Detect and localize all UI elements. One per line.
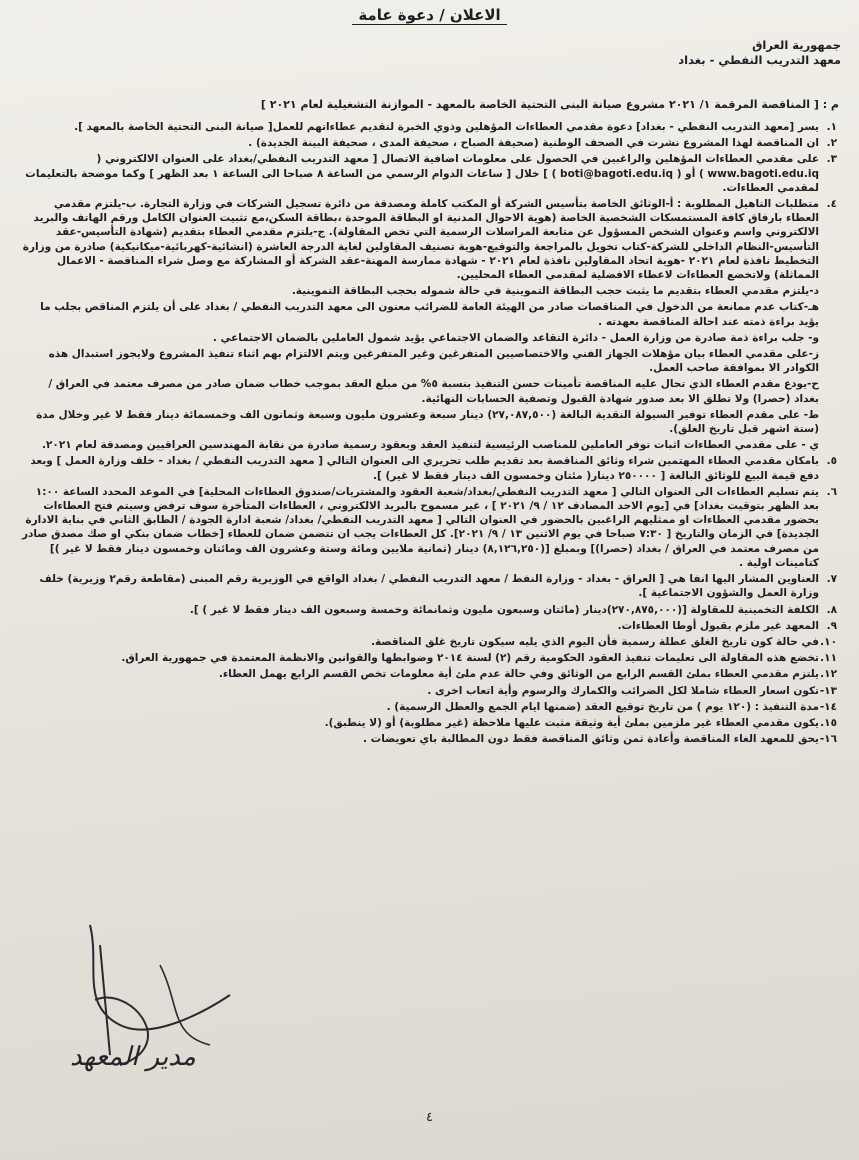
tender-item bbox=[22, 300, 837, 328]
tender-item bbox=[22, 331, 837, 345]
tender-item bbox=[22, 284, 837, 298]
tender-item bbox=[22, 347, 837, 375]
item-text: ز-على مقدمي العطاء بيان مؤهلات الجهاز الفني والاختصاصيين المتفرغين وغير المتفرغين ويتم الالتزام بهم اثناء تنفيذ المشروع ولايجوز استبدال هذه الكوادر الا بموافقة صاحب العمل. bbox=[48, 348, 819, 375]
institute-line: معهد التدريب النفطي - بغداد bbox=[678, 53, 841, 67]
tender-item bbox=[22, 485, 837, 570]
item-text: يتم تسليم العطاءات الى العنوان التالي [ معهد التدريب النفطي/بغداد/شعبة العقود والمشتريات/صندوق العطاءات المحلية] في الموعد المحدد الساعة ١:٠٠ بعد الظهر بتوقيت بغداد] في [يوم الاحد المصادف ١٢ / ٩/ ٢٠٢١ ] ، غير مسموح بالبريد الالكتروني ، العطاءات المتأخرة سوف ترفض وسيتم فتح العطاءات بحضور مقدمي العطاءات او ممثليهم الراغبين بالحضور في العنوان التالي [ معهد التدريب النفطي/ بغداد/ شعبة ادارة الجودة / الطابق الثاني في بناية الادارة الجديدة] في الزمان والتاريخ [ ٧:٣٠ صباحا في يوم الاثنين ١٣ / ٩/ ٢٠٢١]. كل العطاءات يجب ان تتضمن ضمان للعطاء [خطاب ضمان بنكي او صك مصدق صادر من مصرف معتمد في العراق / بغداد (حصرا)] وبمبلغ [(٨,١٢٦,٢٥٠) دينار (ثمانية ملايين ومائة وستة وعشرون الف ومائتان وخمسون دينار فقط لا غير )] كتامينات اولية . bbox=[22, 485, 819, 569]
item-text: مدة التنفيذ : (١٢٠ يوم ) من تاريخ توقيع العقد (ضمنها ايام الجمع والعطل الرسمية) . bbox=[386, 700, 819, 713]
tender-item bbox=[22, 454, 837, 482]
tender-item bbox=[22, 136, 837, 150]
item-text: يحق للمعهد الغاء المناقصة وأعادة ثمن وثائق المناقصة فقط دون المطالبة باي تعويضات . bbox=[363, 733, 819, 746]
tender-item bbox=[22, 120, 837, 134]
tender-item bbox=[22, 635, 837, 649]
item-number bbox=[819, 284, 837, 298]
tender-item bbox=[22, 572, 837, 600]
item-text: د-يلتزم مقدمي العطاء بتقديم ما يثبت حجب البطاقة التموينية في حالة شموله بحجب البطاقة التموينية. bbox=[291, 285, 819, 298]
item-number: ١٠. bbox=[820, 635, 837, 648]
tender-item bbox=[22, 667, 837, 681]
item-text: المعهد غير ملزم بقبول أوطا العطاءات. bbox=[617, 619, 819, 632]
item-number bbox=[819, 300, 837, 328]
item-number: ١٦- bbox=[819, 733, 837, 746]
item-number bbox=[819, 438, 837, 452]
tender-item bbox=[22, 197, 837, 282]
item-number: ١٥. bbox=[820, 716, 837, 729]
tender-item bbox=[22, 438, 837, 452]
tender-item bbox=[22, 716, 837, 730]
tender-item bbox=[22, 377, 837, 405]
item-text: تكون اسعار العطاء شاملا لكل الضرائب والكمارك والرسوم وأية اتعاب اخرى . bbox=[427, 684, 819, 697]
item-text: ي - على مقدمي العطاءات اثبات توفر العاملين للمناصب الرئيسية لتنفيذ العقد وبعقود رسمية صادرة من نقابة المهندسين العراقيين ومصدقة لعام ٢٠٢١. bbox=[42, 439, 819, 452]
page-number: ٤ bbox=[426, 1110, 433, 1125]
item-text: في حالة كون تاريخ الغلق عطلة رسمية فأن اليوم الذي يليه سيكون تاريخ غلق المناقصة. bbox=[371, 635, 819, 648]
item-number: ٧. bbox=[826, 573, 837, 586]
item-text: يلتزم مقدمي العطاء بملئ القسم الرابع من الوثائق وفي حالة عدم ملئ أية معلومات تخص القسم الرابع يهمل العطاء. bbox=[218, 668, 819, 681]
item-number: ٦. bbox=[826, 485, 837, 498]
tender-item bbox=[22, 700, 837, 714]
item-number bbox=[819, 408, 837, 436]
country-line: جمهورية العراق bbox=[752, 38, 841, 52]
item-text: تخضع هذه المقاولة الى تعليمات تنفيذ العقود الحكومية رقم (٢) لسنة ٢٠١٤ وضوابطها والقوانين والانظمة المعتمدة في جمهورية العراق. bbox=[121, 652, 819, 665]
tender-item bbox=[22, 732, 837, 746]
item-text: متطلبات التاهيل المطلوبة : أ-الوثائق الخاصة بتأسيس الشركة أو المكتب كاملة ومصدقة من دائرة تسجيل الشركات في وزارة التجارة. ب-يلتزم مقدمي العطاء بارفاق كافة المستمسكات الشخصية الخاصة (هوية الاحوال المدنية او البطاقة الموحدة ،بطاقة السكن،مع تثبيت العنوان الكامل ورقم الهاتف والبريد الالكتروني واسم وعنوان الشخص المسؤول عن متابعة المراسلات الرسمية التي تخص المقاولة). ج-يلتزم مقدمي العطاء بتقديم (شهادة التأسيس-عقد التأسيس-النظام الداخلي للشركة-كتاب تخويل بالمراجعة والتوقيع-هوية تصنيف المقاولين لغاية الدرجة العاشرة (انشائية-كهربائية-ميكانيكية) صادرة من وزارة التخطيط نافذة لعام ٢٠٢١ -هوية اتحاد المقاولين نافذة لعام ٢٠٢١ - شهادة ممارسة المهنة-عقد الشركة أو المشاركة مع وصل شراء المناقصة - الاعمال المماثلة) ولاتخضع العطاءات لاعطاء الافضلية لمقدمي العطاء المحليين. bbox=[22, 198, 819, 282]
item-number: ١. bbox=[826, 121, 837, 133]
item-text: يسر [معهد التدريب النفطي - بغداد] دعوة مقدمي العطاءات المؤهلين وذوي الخبرة لتقديم عطاءاتهم للعمل[ صيانة البنى التحتية الخاصة بالمعهد ]. bbox=[74, 121, 819, 133]
tender-subject: م : [ المناقصة المرقمة ١/ ٢٠٢١ مشروع صيانة البنى التحتية الخاصة بالمعهد - الموازنة التشغيلية لعام ٢٠٢١ ] bbox=[260, 98, 839, 111]
item-number: ١٣- bbox=[819, 684, 837, 697]
item-number: ٢. bbox=[826, 137, 837, 150]
issuer-header bbox=[678, 38, 841, 68]
item-number bbox=[819, 347, 837, 375]
item-number bbox=[819, 331, 837, 345]
tender-items bbox=[22, 120, 837, 748]
item-text: العناوين المشار اليها انفا هي [ العراق - بغداد - وزارة النفط / معهد التدريب النفطي / بغداد الواقع في الوزيرية رقم المبنى (مقاطعة رقم٢ وزيرية) خلف وزارة العمل والشؤون الاجتماعية ]. bbox=[39, 573, 819, 600]
item-text: بامكان مقدمي العطاء المهتمين شراء وثائق المناقصة بعد تقديم طلب تحريري الى العنوان التالي [ معهد التدريب النفطي / بغداد - خلف وزارة العمل ] وبعد دفع قيمة البيع للوثائق البالغة [ ٢٥٠٠٠٠ دينار( مئتان وخمسون الف دينار فقط لا غير) ]. bbox=[30, 455, 819, 482]
item-text: الكلفة التخمينية للمقاولة [(٢٧٠,٨٧٥,٠٠٠)دينار (مائتان وسبعون مليون وثمانمائة وخمسة وسبعون الف دينار فقط لا غير ) ]. bbox=[189, 603, 819, 616]
item-number bbox=[819, 377, 837, 405]
item-text: هـ-كتاب عدم ممانعة من الدخول في المناقصات صادر من الهيئة العامة للضرائب معنون الى معهد التدريب النفطي / بغداد على أن يلتزم المناقص بجلب ما يؤيد براءة ذمته عند احالة المناقصة بعهدته . bbox=[40, 301, 819, 328]
tender-item bbox=[22, 408, 837, 436]
item-number: ٩. bbox=[826, 619, 837, 632]
tender-item bbox=[22, 684, 837, 698]
item-text: و- جلب براءة ذمة صادرة من وزارة العمل - دائرة التقاعد والضمان الاجتماعي يؤيد شمول العاملين بالضمان الاجتماعي . bbox=[212, 331, 819, 344]
item-number: ١١. bbox=[820, 652, 837, 665]
signature-title: مدير المعهد bbox=[70, 1042, 196, 1072]
item-number: ١٢. bbox=[820, 668, 837, 681]
item-text: ح-يودع مقدم العطاء الذي تحال عليه المناقصة تأمينات حسن التنفيذ بنسبة ٥% من مبلغ العقد بموجب خطاب ضمان صادر من مصرف معتمد في العراق / بغداد (حصرا) ولا تطلق الا بعد صدور شهادة القبول وتصفية الحسابات النهائية. bbox=[48, 378, 819, 405]
tender-item bbox=[22, 152, 837, 195]
tender-item bbox=[22, 651, 837, 665]
document-title: الاعلان / دعوة عامة bbox=[0, 6, 859, 24]
item-number: ٤. bbox=[826, 198, 837, 211]
item-number: ٨. bbox=[826, 603, 837, 616]
item-number: ١٤- bbox=[819, 700, 837, 713]
item-text: على مقدمي العطاءات المؤهلين والراغبين في الحصول على معلومات اضافية الاتصال [ معهد التدريب النفطي/بغداد على العنوان الالكتروني ( www.bagoti.edu.iq ) أو ( boti@bagoti.edu.iq ) ] خلال [ ساعات الدوام الرسمي من الساعة ٨ صباحا الى الساعة ١ بعد الظهر ] وكما موضحة بالتعليمات لمقدمي العطاءات. bbox=[25, 153, 819, 194]
item-number: ٥. bbox=[826, 455, 837, 468]
item-number: ٣. bbox=[826, 153, 837, 166]
item-text: ط- على مقدم العطاء توفير السيولة النقدية البالغة (٢٧,٠٨٧,٥٠٠) دينار سبعة وعشرون مليون وسبعة وثمانون الف وخمسمائة دينار فقط لا غير وخلال مدة (ستة اشهر قبل تاريخ الغلق). bbox=[36, 408, 819, 436]
tender-item bbox=[22, 619, 837, 633]
tender-item bbox=[22, 603, 837, 617]
item-text: ان المناقصة لهذا المشروع نشرت في الصحف الوطنية (صحيفة الصباح ، صحيفة المدى ، صحيفة البينة الجديدة) . bbox=[248, 137, 819, 150]
item-text: يكون مقدمي العطاء غير ملزمين بملئ أية وثيقة مثبت عليها ملاحظة (غير مطلوبة) أو (لا ينطبق). bbox=[324, 716, 819, 729]
